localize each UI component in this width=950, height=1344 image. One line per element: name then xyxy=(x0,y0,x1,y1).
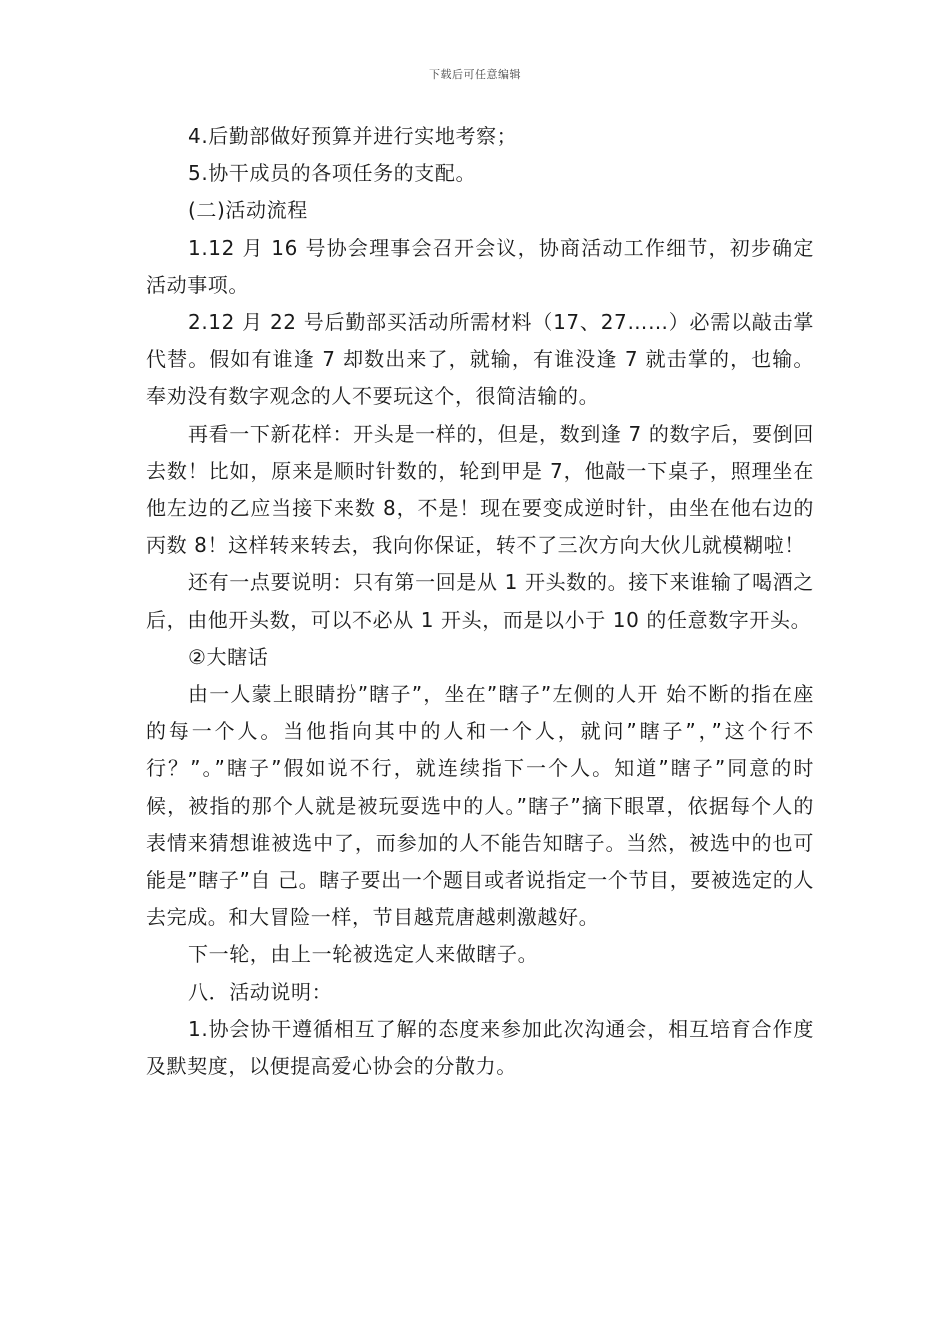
paragraph-attitude: 1.协会协干遵循相互了解的态度来参加此次沟通会，相互培育合作度及默契度，以便提高爱心协会的分散力。 xyxy=(146,1016,814,1079)
paragraph-note: 还有一点要说明：只有第一回是从 1 开头数的。接下来谁输了喝酒之后，由他开头数，可以不必从 1 开头，而是以小于 10 的任意数字开头。 xyxy=(146,570,814,632)
paragraph-tasks: 5.协干成员的各项任务的支配。 xyxy=(188,161,477,186)
paragraph-next-round: 下一轮，由上一轮被选定人来做瞎子。 xyxy=(188,942,539,967)
paragraph-meeting: 1.12 月 16 号协会理事会召开会议，协商活动工作细节，初步确定活动事项。 xyxy=(146,235,814,297)
document-body xyxy=(146,118,814,1085)
section-heading-notes: 八．活动说明： xyxy=(188,979,333,1004)
section-heading-flow: (二)活动流程 xyxy=(188,198,308,223)
paragraph-new-variant: 再看一下新花样：开头是一样的，但是，数到逢 7 的数字后，要倒回去数！比如，原来是顺时针数的，轮到甲是 7，他敲一下桌子，照理坐在他左边的乙应当接下来数 8，不是！现在要变成逆时针，由坐在他右边的丙数 8！这样转来转去，我向你保证，转不了三次方向大伙儿就模糊啦！ xyxy=(146,421,814,558)
paragraph-budget: 4.后勤部做好预算并进行实地考察； xyxy=(188,124,518,148)
page-header: 下载后可任意编辑 xyxy=(429,68,521,81)
paragraph-materials: 2.12 月 22 号后勤部买活动所需材料（17、27……）必需以敲击掌代替。假如有谁逢 7 却数出来了，就输，有谁没逢 7 就击掌的，也输。奉劝没有数字观念的人不要玩这个，很简洁输的。 xyxy=(146,310,814,409)
section-heading-blind: ②大瞎话 xyxy=(188,644,269,669)
paragraph-blind-rules: 由一人蒙上眼睛扮”瞎子”，坐在”瞎子”左侧的人开 始不断的指在座的每一个人。当他指向其中的人和一个人，就问”瞎子”，”这个行不行？”。”瞎子”假如说不行，就连续指下一个人。知道”瞎子”同意的时 候，被指的那个人就是被玩耍选中的人。”瞎子”摘下眼罩，依据每个人的表情来猜想谁被选中了，而参加的人不能告知瞎子。当然，被选中的也可能是”瞎子”自 己。瞎子要出一个题目或者说指定一个节目，要被选定的人去完成。和大冒险一样，节目越荒唐越刺激越好。 xyxy=(146,682,814,930)
